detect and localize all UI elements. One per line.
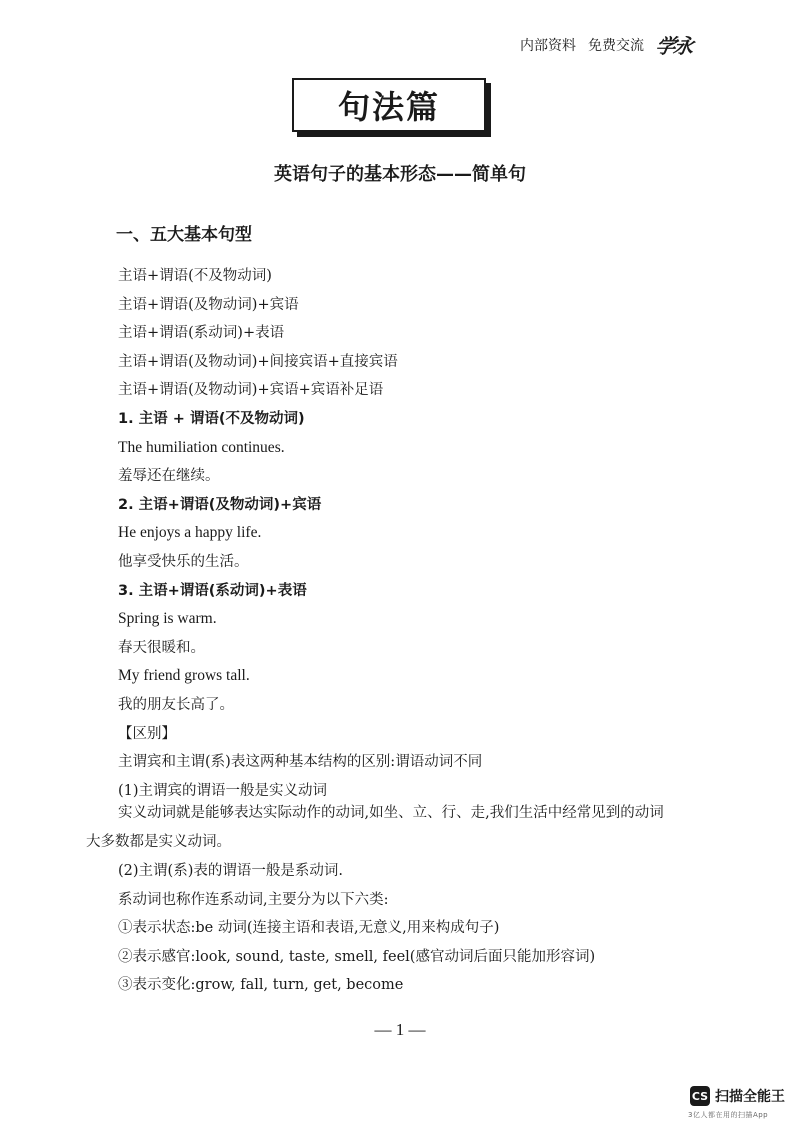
- example-chinese: 我的朋友长高了。: [118, 696, 234, 713]
- linking-verb-list: [118, 857, 738, 1000]
- example-english: The humiliation continues.: [118, 438, 285, 456]
- example-english: He enjoys a happy life.: [118, 524, 262, 542]
- example-english: Spring is warm.: [118, 610, 217, 628]
- text-line: 主谓宾和主谓(系)表这两种基本结构的区别:谓语动词不同: [118, 754, 483, 771]
- scanner-tagline: 3亿人都在用的扫描App: [688, 1111, 769, 1119]
- paragraph-first-line: 实义动词就是能够表达实际动作的动词,如坐、立、行、走,我们生活中经常见到的动词: [118, 805, 664, 821]
- subheading-line: 2. 主语+谓语(及物动词)+宾语: [118, 496, 322, 513]
- camscanner-icon: CS: [690, 1086, 710, 1106]
- text-line: ③表示变化:grow, fall, turn, get, become: [118, 977, 404, 994]
- body-paragraph: [86, 799, 730, 857]
- page-subtitle: 英语句子的基本形态——简单句: [274, 164, 526, 185]
- scanner-watermark: [690, 1086, 785, 1106]
- brand-logo: 学永: [653, 34, 694, 58]
- text-line: 主语+谓语(不及物动词): [118, 268, 272, 284]
- example-chinese: 他享受快乐的生活。: [118, 553, 249, 570]
- paragraph-continuation: 大多数都是实义动词。: [86, 834, 231, 850]
- page-number: — 1 —: [374, 1020, 426, 1039]
- text-line: 主语+谓语(及物动词)+宾语: [118, 296, 299, 313]
- text-line: 主语+谓语(及物动词)+间接宾语+直接宾语: [118, 353, 398, 370]
- sentence-pattern-list: [118, 262, 738, 805]
- text-line: (1)主谓宾的谓语一般是实义动词: [118, 782, 328, 799]
- text-line: (2)主谓(系)表的谓语一般是系动词.: [118, 863, 343, 879]
- example-english: My friend grows tall.: [118, 667, 250, 685]
- text-line: 主语+谓语(系动词)+表语: [118, 325, 285, 342]
- header-free-label: 免费交流: [588, 37, 644, 54]
- section-heading: 一、五大基本句型: [116, 225, 252, 245]
- subheading-line: 3. 主语+谓语(系动词)+表语: [118, 582, 307, 599]
- text-line: ②表示感官:look, sound, taste, smell, feel(感官动词后面只能加形容词): [118, 948, 596, 965]
- chapter-title: 句法篇: [292, 78, 486, 132]
- text-line: 系动词也称作连系动词,主要分为以下六类:: [118, 891, 389, 908]
- page-header: [520, 30, 692, 59]
- subheading-line: 1. 主语 + 谓语(不及物动词): [118, 410, 305, 427]
- text-line: ①表示状态:be 动词(连接主语和表语,无意义,用来构成句子): [118, 920, 500, 937]
- header-internal-label: 内部资料: [520, 37, 576, 54]
- scanner-app-name: 扫描全能王: [715, 1089, 785, 1105]
- difference-label: 【区别】: [118, 725, 176, 742]
- example-chinese: 春天很暖和。: [118, 639, 205, 656]
- text-line: 主语+谓语(及物动词)+宾语+宾语补足语: [118, 382, 384, 399]
- example-chinese: 羞辱还在继续。: [118, 468, 220, 485]
